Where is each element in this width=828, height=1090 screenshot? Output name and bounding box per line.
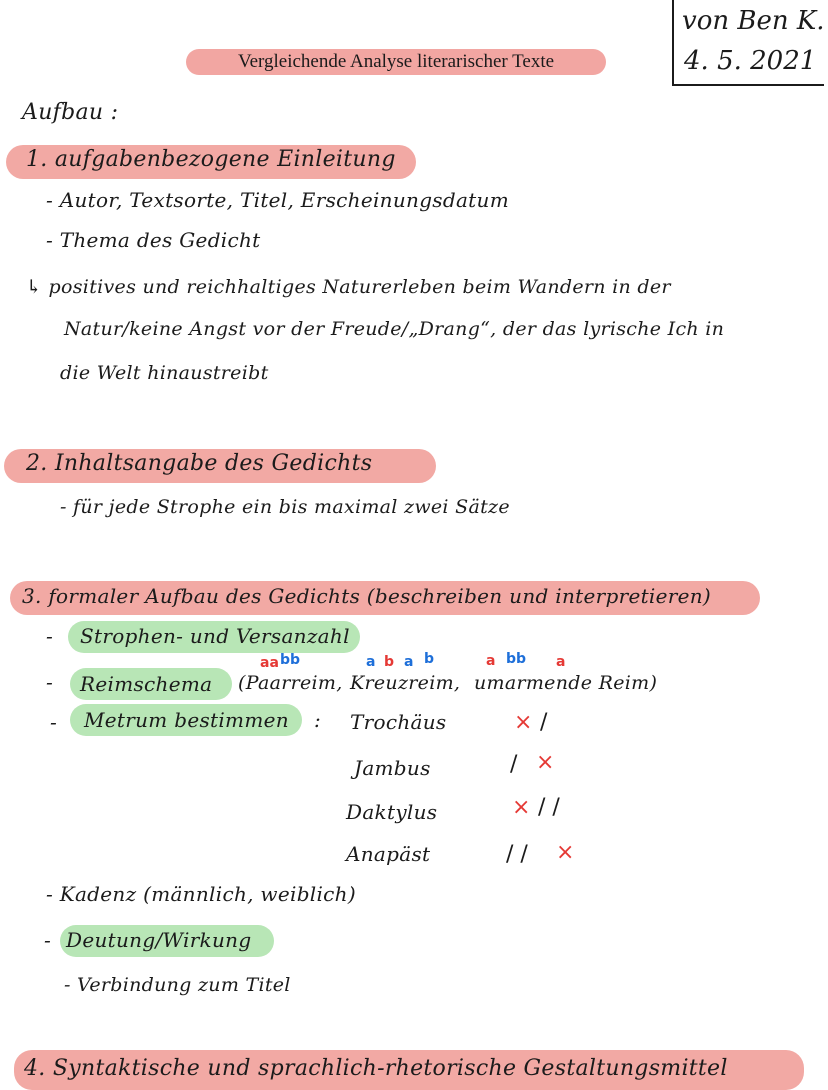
rhyme-letter-kreuz-a2: a bbox=[404, 654, 414, 670]
metrum-name: Daktylus bbox=[346, 800, 438, 824]
section-2-item: - für jede Strophe ein bis maximal zwei Sätze bbox=[60, 496, 510, 518]
verbindung-titel: - Verbindung zum Titel bbox=[64, 974, 291, 996]
strophen-verse-count: Strophen- und Versanzahl bbox=[80, 624, 350, 648]
section-1-heading: 1. aufgabenbezogene Einleitung bbox=[26, 147, 396, 172]
metrum-name: Jambus bbox=[354, 756, 431, 780]
reimschema-label: Reimschema bbox=[80, 672, 213, 696]
rhyme-letter-kreuz-b1: b bbox=[384, 654, 395, 670]
kadenz: - Kadenz (männlich, weiblich) bbox=[46, 882, 356, 906]
date: 4. 5. 2021 bbox=[684, 46, 817, 76]
section-4-heading: 4. Syntaktische und sprachlich-rhetorische Gestaltungsmittel bbox=[24, 1056, 728, 1081]
umarmender-reim: umarmende Reim) bbox=[474, 672, 658, 694]
deutung-wirkung: Deutung/Wirkung bbox=[66, 928, 252, 952]
rhyme-letter-umarm-a2: a bbox=[556, 654, 566, 670]
section-1-note-line: Natur/keine Angst vor der Freude/„Drang“, der das lyrische Ich in bbox=[64, 318, 725, 340]
metrum-mark-stressed: × bbox=[556, 840, 575, 865]
kreuzreim: Kreuzreim, bbox=[350, 672, 461, 694]
metrum-mark-stressed: × bbox=[514, 710, 533, 735]
metrum-mark-unstressed: / / bbox=[506, 842, 528, 867]
section-3-heading: 3. formaler Aufbau des Gedichts (beschreiben und interpretieren) bbox=[22, 584, 712, 608]
section-1-note-line: die Welt hinaustreibt bbox=[60, 362, 269, 384]
paarreim: (Paarreim, bbox=[238, 672, 343, 694]
bullet-dash: - bbox=[50, 710, 58, 734]
metrum-colon: : bbox=[314, 708, 322, 732]
section-2-heading: 2. Inhaltsangabe des Gedichts bbox=[26, 451, 373, 476]
metrum-mark-stressed: × bbox=[512, 795, 531, 820]
metrum-mark-unstressed: / bbox=[540, 710, 548, 735]
metrum-label: Metrum bestimmen bbox=[84, 708, 289, 732]
metrum-name: Anapäst bbox=[346, 842, 431, 866]
bullet-dash: - bbox=[46, 670, 54, 694]
author-name: von Ben K. bbox=[682, 6, 825, 36]
section-1-item: - Autor, Textsorte, Titel, Erscheinungsdatum bbox=[46, 188, 509, 212]
rhyme-letter-paar-a: aa bbox=[260, 655, 279, 671]
section-1-note-line: ↳ positives und reichhaltiges Naturerleben beim Wandern in der bbox=[26, 276, 671, 298]
metrum-mark-stressed: × bbox=[536, 750, 555, 775]
rhyme-letter-umarm-a1: a bbox=[486, 653, 496, 669]
metrum-name: Trochäus bbox=[350, 710, 447, 734]
metrum-mark-unstressed: / bbox=[510, 752, 518, 777]
metrum-mark-unstressed: / / bbox=[538, 795, 560, 820]
section-1-item: - Thema des Gedicht bbox=[46, 228, 261, 252]
rhyme-letter-kreuz-a1: a bbox=[366, 654, 376, 670]
rhyme-letter-kreuz-b2: b bbox=[424, 651, 435, 667]
page-title: Vergleichende Analyse literarischer Texte bbox=[186, 49, 606, 75]
aufbau-heading: Aufbau : bbox=[22, 100, 119, 125]
bullet-dash: - bbox=[46, 624, 54, 648]
rhyme-letter-umarm-b: bb bbox=[506, 651, 527, 667]
bullet-dash: - bbox=[44, 928, 52, 952]
rhyme-letter-paar-b: bb bbox=[280, 652, 301, 668]
